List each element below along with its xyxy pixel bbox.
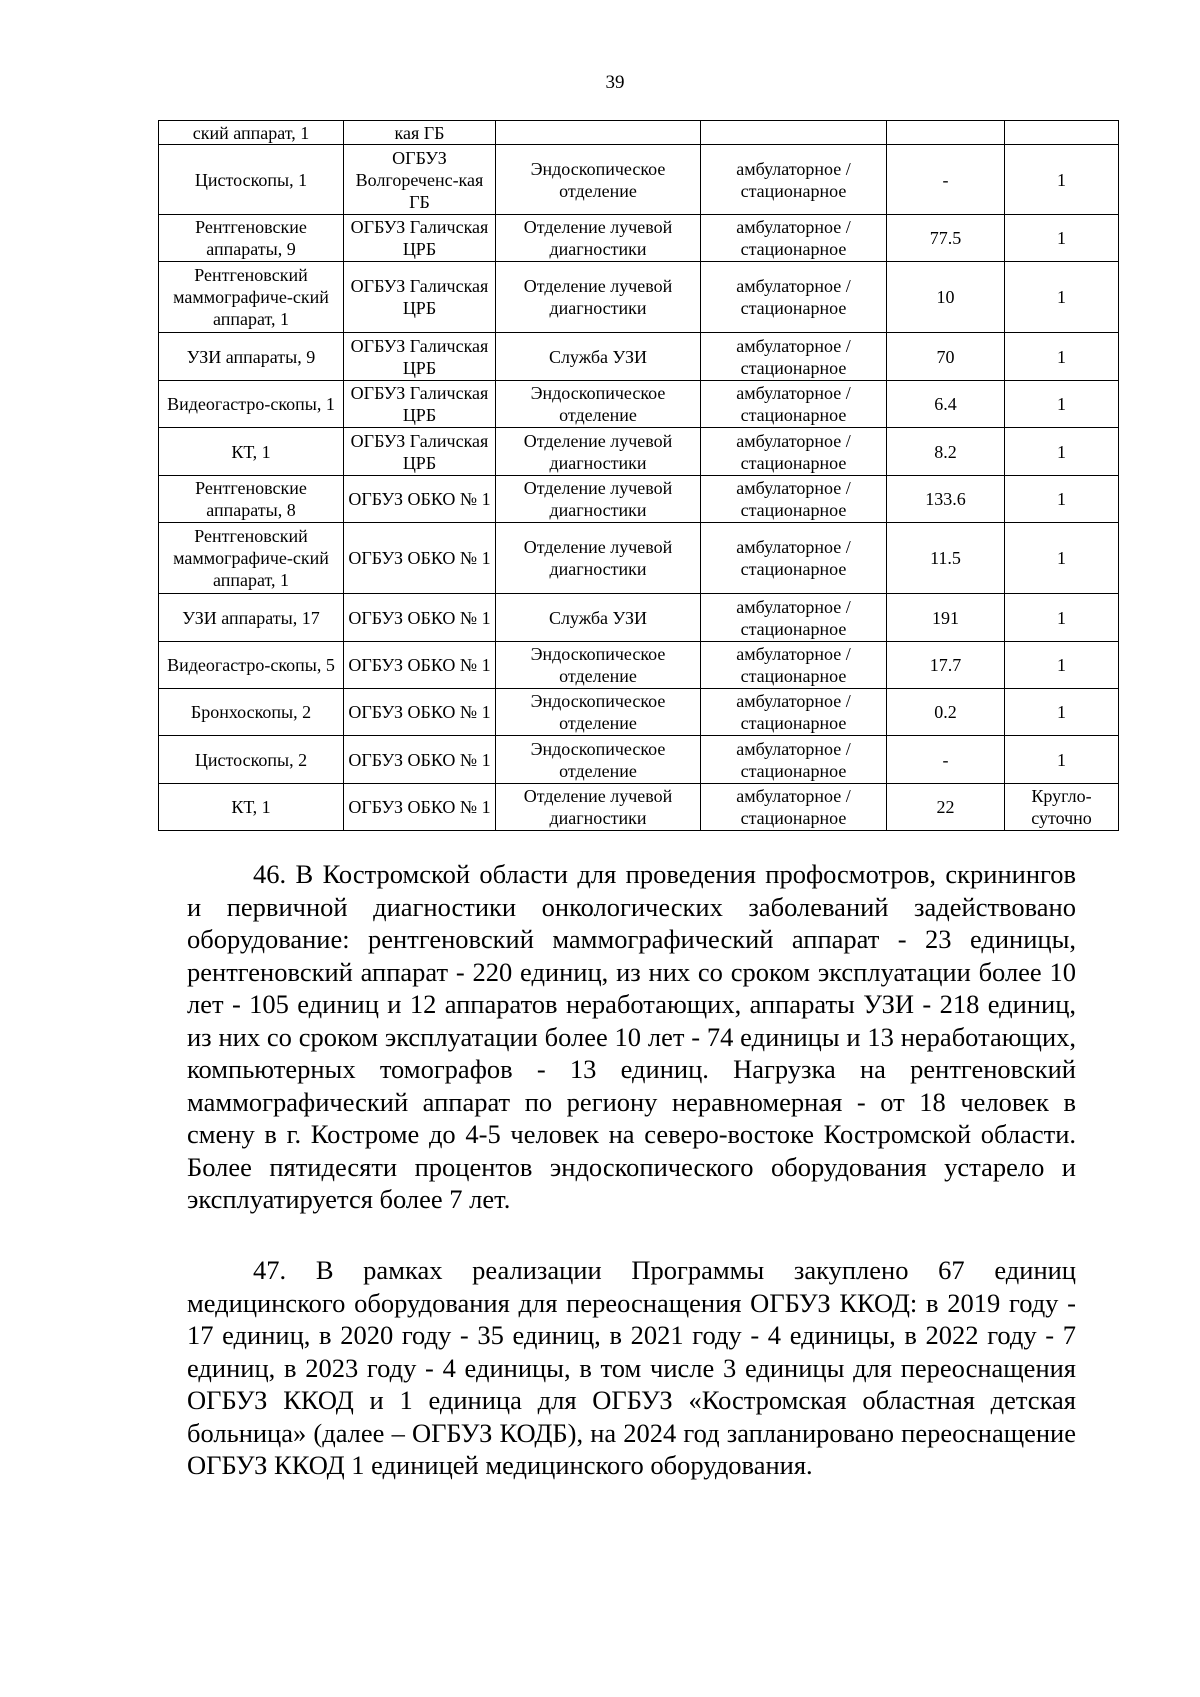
equipment-cell: Цистоскопы, 1 xyxy=(159,145,344,215)
shifts-cell: 1 xyxy=(1005,642,1119,689)
department-cell xyxy=(496,121,701,145)
institution-cell: ОГБУЗ ОБКО № 1 xyxy=(344,476,496,523)
mode-cell: амбулаторное /стационарное xyxy=(701,594,887,642)
mode-cell: амбулаторное /стационарное xyxy=(701,215,887,262)
equipment-cell: Бронхоскопы, 2 xyxy=(159,689,344,736)
load-cell: 22 xyxy=(887,784,1005,831)
paragraph-47: 47. В рамках реализации Программы закуплено 67 единиц медицинского оборудования для переоснащения ОГБУЗ ККОД: в 2019 году - 17 единиц, в 2020 году - 35 единиц, в 2021 году - 4 единицы, в 2022 году - 7 единиц, в 2023 году - 4 единицы, в том числе 3 единицы для переоснащения ОГБУЗ ККОД и 1 единица для ОГБУЗ «Костромская областная детская больница» (далее – ОГБУЗ КОДБ), на 2024 год запланировано переоснащение ОГБУЗ ККОД 1 единицей медицинского оборудования. xyxy=(187,1255,1076,1480)
mode-cell: амбулаторное /стационарное xyxy=(701,145,887,215)
table-row xyxy=(159,784,1119,831)
load-cell: 70 xyxy=(887,333,1005,381)
mode-cell: амбулаторное /стационарное xyxy=(701,476,887,523)
shifts-cell: 1 xyxy=(1005,428,1119,476)
mode-cell: амбулаторное /стационарное xyxy=(701,523,887,594)
department-cell: Служба УЗИ xyxy=(496,594,701,642)
department-cell: Отделение лучевой диагностики xyxy=(496,784,701,831)
shifts-cell: 1 xyxy=(1005,381,1119,428)
mode-cell: амбулаторное /стационарное xyxy=(701,428,887,476)
equipment-cell: Рентгеновские аппараты, 9 xyxy=(159,215,344,262)
load-cell: - xyxy=(887,145,1005,215)
mode-cell: амбулаторное /стационарное xyxy=(701,689,887,736)
institution-cell: ОГБУЗ Галичская ЦРБ xyxy=(344,333,496,381)
mode-cell xyxy=(701,121,887,145)
load-cell: - xyxy=(887,736,1005,784)
mode-cell: амбулаторное /стационарное xyxy=(701,262,887,333)
department-cell: Отделение лучевой диагностики xyxy=(496,523,701,594)
institution-cell: ОГБУЗ Галичская ЦРБ xyxy=(344,381,496,428)
department-cell: Эндоскопическое отделение xyxy=(496,381,701,428)
institution-cell: ОГБУЗ Галичская ЦРБ xyxy=(344,428,496,476)
mode-cell: амбулаторное /стационарное xyxy=(701,333,887,381)
institution-cell: ОГБУЗ ОБКО № 1 xyxy=(344,689,496,736)
equipment-cell: Рентгеновский маммографиче-ский аппарат, 1 xyxy=(159,262,344,333)
table-row xyxy=(159,381,1119,428)
table-row xyxy=(159,215,1119,262)
equipment-cell: УЗИ аппараты, 9 xyxy=(159,333,344,381)
shifts-cell: 1 xyxy=(1005,736,1119,784)
mode-cell: амбулаторное /стационарное xyxy=(701,736,887,784)
department-cell: Отделение лучевой диагностики xyxy=(496,215,701,262)
shifts-cell: 1 xyxy=(1005,262,1119,333)
load-cell: 10 xyxy=(887,262,1005,333)
institution-cell: ОГБУЗ Галичская ЦРБ xyxy=(344,262,496,333)
shifts-cell: 1 xyxy=(1005,523,1119,594)
shifts-cell: 1 xyxy=(1005,333,1119,381)
table-row xyxy=(159,689,1119,736)
equipment-cell: Рентгеновские аппараты, 8 xyxy=(159,476,344,523)
table-row xyxy=(159,523,1119,594)
table-row xyxy=(159,736,1119,784)
shifts-cell: Кругло-суточно xyxy=(1005,784,1119,831)
institution-cell: ОГБУЗ ОБКО № 1 xyxy=(344,523,496,594)
institution-cell: ОГБУЗ ОБКО № 1 xyxy=(344,642,496,689)
table-row xyxy=(159,476,1119,523)
equipment-cell: Рентгеновский маммографиче-ский аппарат, 1 xyxy=(159,523,344,594)
load-cell: 17.7 xyxy=(887,642,1005,689)
table-row xyxy=(159,594,1119,642)
table-row xyxy=(159,642,1119,689)
table-row xyxy=(159,262,1119,333)
shifts-cell: 1 xyxy=(1005,476,1119,523)
table-row xyxy=(159,333,1119,381)
load-cell: 133.6 xyxy=(887,476,1005,523)
load-cell: 191 xyxy=(887,594,1005,642)
institution-cell: кая ГБ xyxy=(344,121,496,145)
mode-cell: амбулаторное /стационарное xyxy=(701,381,887,428)
load-cell xyxy=(887,121,1005,145)
table-row xyxy=(159,145,1119,215)
mode-cell: амбулаторное /стационарное xyxy=(701,784,887,831)
load-cell: 6.4 xyxy=(887,381,1005,428)
load-cell: 0.2 xyxy=(887,689,1005,736)
department-cell: Отделение лучевой диагностики xyxy=(496,476,701,523)
department-cell: Эндоскопическое отделение xyxy=(496,642,701,689)
shifts-cell: 1 xyxy=(1005,689,1119,736)
department-cell: Эндоскопическое отделение xyxy=(496,736,701,784)
department-cell: Отделение лучевой диагностики xyxy=(496,428,701,476)
institution-cell: ОГБУЗ ОБКО № 1 xyxy=(344,784,496,831)
shifts-cell: 1 xyxy=(1005,594,1119,642)
mode-cell: амбулаторное /стационарное xyxy=(701,642,887,689)
load-cell: 11.5 xyxy=(887,523,1005,594)
table-row xyxy=(159,121,1119,145)
shifts-cell: 1 xyxy=(1005,215,1119,262)
shifts-cell: 1 xyxy=(1005,145,1119,215)
equipment-cell: Видеогастро-скопы, 1 xyxy=(159,381,344,428)
department-cell: Эндоскопическое отделение xyxy=(496,145,701,215)
table-row xyxy=(159,428,1119,476)
institution-cell: ОГБУЗ Волгореченс-кая ГБ xyxy=(344,145,496,215)
page-number: 39 xyxy=(605,72,625,93)
shifts-cell xyxy=(1005,121,1119,145)
load-cell: 77.5 xyxy=(887,215,1005,262)
equipment-cell: УЗИ аппараты, 17 xyxy=(159,594,344,642)
equipment-cell: Видеогастро-скопы, 5 xyxy=(159,642,344,689)
equipment-cell: Цистоскопы, 2 xyxy=(159,736,344,784)
equipment-cell: КТ, 1 xyxy=(159,428,344,476)
department-cell: Отделение лучевой диагностики xyxy=(496,262,701,333)
institution-cell: ОГБУЗ ОБКО № 1 xyxy=(344,594,496,642)
paragraph-46: 46. В Костромской области для проведения профосмотров, скринингов и первичной диагностики онкологических заболеваний задействовано оборудование: рентгеновский маммографический аппарат - 23 единицы, рентгеновский аппарат - 220 единиц, из них со сроком эксплуатации более 10 лет - 105 единиц и 12 аппаратов неработающих, аппараты УЗИ - 218 единиц, из них со сроком эксплуатации более 10 лет - 74 единицы и 13 неработающих, компьютерных томографов - 13 единиц. Нагрузка на рентгеновский маммографический аппарат по региону неравномерная - от 18 человек в смену в г. Костроме до 4-5 человек на северо-востоке Костромской области. Более пятидесяти процентов эндоскопического оборудования устарело и эксплуатируется более 7 лет. xyxy=(187,859,1076,1214)
department-cell: Эндоскопическое отделение xyxy=(496,689,701,736)
equipment-table xyxy=(158,120,1119,831)
institution-cell: ОГБУЗ ОБКО № 1 xyxy=(344,736,496,784)
equipment-cell: ский аппарат, 1 xyxy=(159,121,344,145)
department-cell: Служба УЗИ xyxy=(496,333,701,381)
institution-cell: ОГБУЗ Галичская ЦРБ xyxy=(344,215,496,262)
equipment-cell: КТ, 1 xyxy=(159,784,344,831)
load-cell: 8.2 xyxy=(887,428,1005,476)
